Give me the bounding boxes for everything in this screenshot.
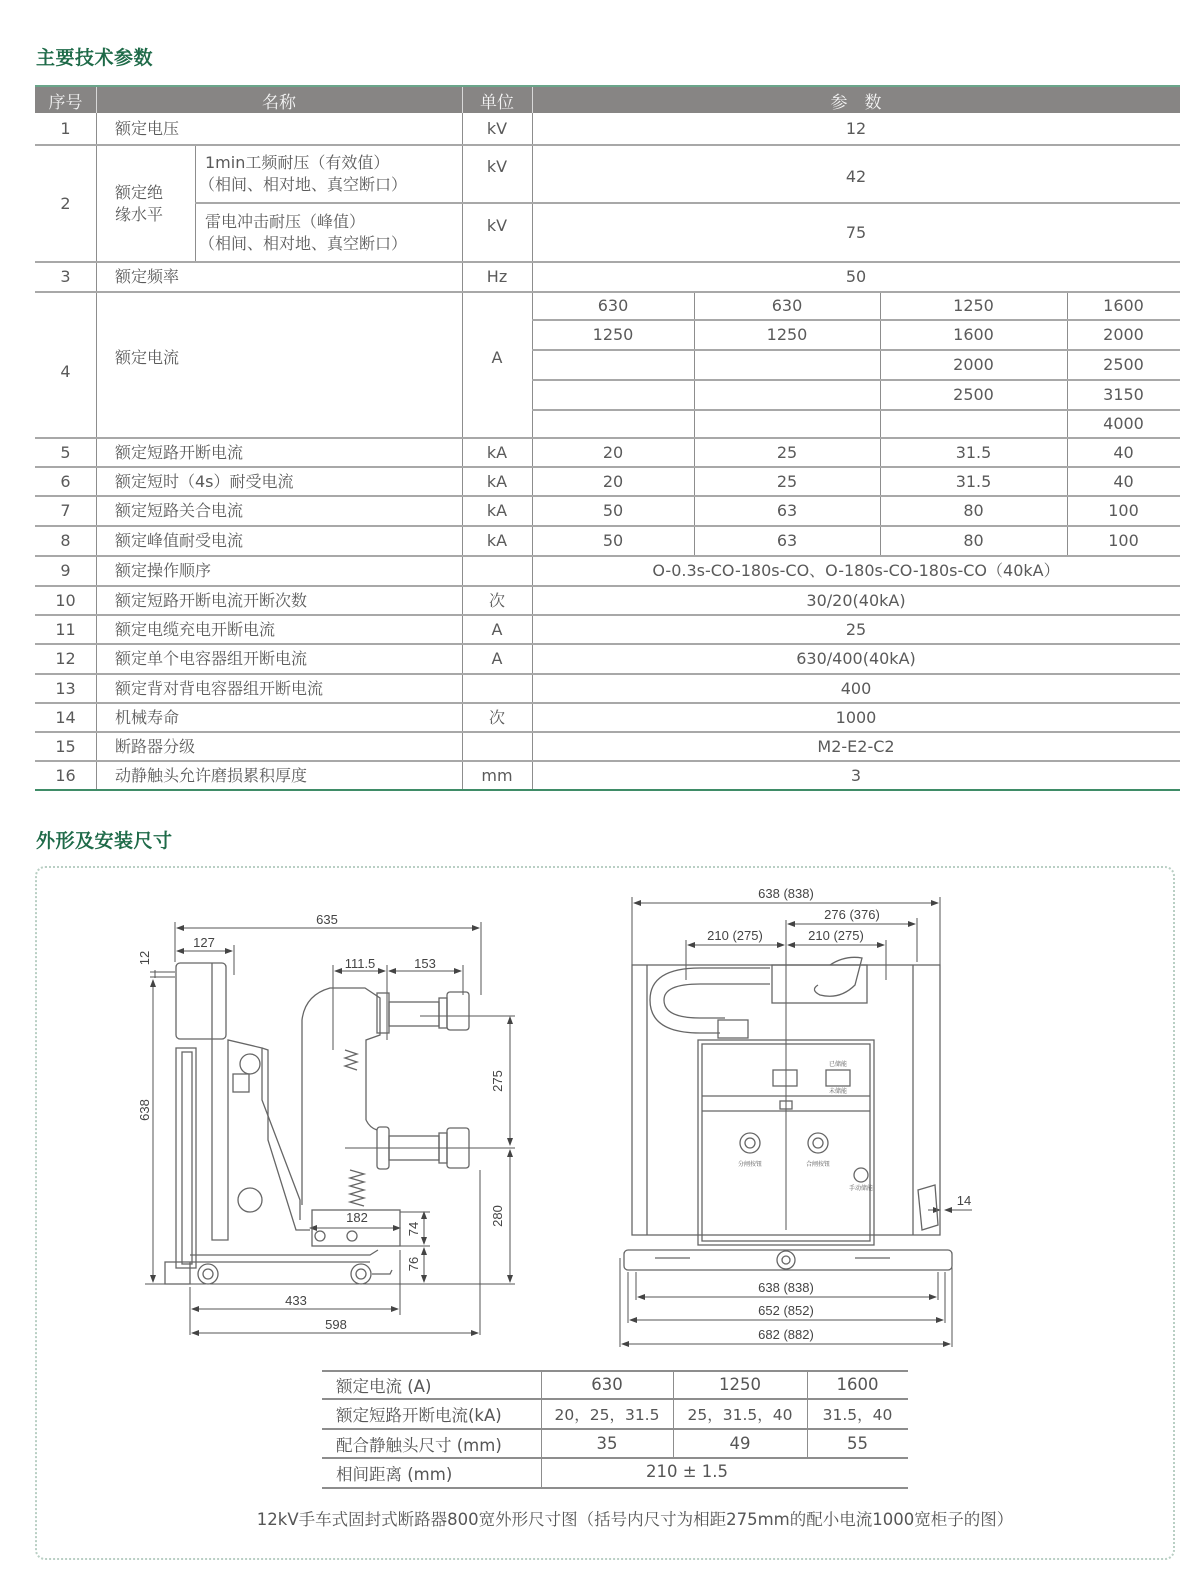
row-unit: kV — [486, 215, 508, 235]
row-no: 15 — [55, 736, 76, 756]
row-no: 5 — [60, 442, 71, 462]
row-name: 额定频率 — [115, 267, 180, 286]
header-no: 序号 — [48, 92, 83, 113]
contact-row-value: 1250 — [719, 1375, 761, 1394]
current-grid-cell: 1250 — [592, 325, 634, 344]
contact-row-value: 20，25，31.5 — [554, 1406, 660, 1424]
dim-275: 275 — [490, 1070, 505, 1092]
row-name: 额定电缆充电开断电流 — [115, 619, 276, 639]
dim-top-width: 638 (838) — [758, 886, 814, 901]
row-no: 16 — [55, 765, 76, 785]
row-name: 断路器分级 — [115, 736, 196, 756]
row-value: 25 — [845, 619, 867, 639]
contact-row-value: 630 — [591, 1375, 623, 1394]
contact-row-label: 额定电流 (A) — [336, 1376, 432, 1396]
current-grid-cell: 1600 — [1103, 296, 1144, 315]
row-value: 12 — [845, 119, 867, 138]
contact-row-value: 1600 — [836, 1375, 879, 1394]
current-grid-cell: 1600 — [953, 325, 994, 344]
row-value: 400 — [840, 678, 872, 698]
row-value: M2-E2-C2 — [817, 736, 895, 756]
contact-row-label: 额定短路开断电流(kA) — [336, 1406, 502, 1425]
label-stored: 已储能 — [828, 1062, 848, 1068]
row-value: 25 — [776, 442, 798, 462]
contact-size-table — [322, 1370, 908, 1488]
row-value: 1000 — [835, 707, 877, 727]
row-unit: mm — [481, 765, 513, 785]
row-value: O-0.3s-CO-180s-CO、O-180s-CO-180s-CO（40kA） — [652, 561, 1060, 580]
row-name: 额定绝缘水平 — [115, 182, 164, 224]
dim-bottom-1: 638 (838) — [758, 1280, 814, 1295]
row-no: 12 — [55, 649, 76, 668]
dim-638: 638 — [137, 1099, 152, 1121]
row-value: 3 — [850, 765, 862, 785]
current-grid-cell: 2500 — [953, 385, 994, 404]
row-value: 40 — [1113, 442, 1134, 462]
current-grid-cell: 2000 — [1103, 325, 1144, 344]
row-unit: kA — [486, 471, 508, 491]
row-no: 6 — [60, 471, 71, 491]
dim-433: 433 — [285, 1293, 307, 1308]
row-name: 额定电压 — [115, 119, 180, 138]
row-value: 100 — [1108, 531, 1139, 550]
row-name: 机械寿命 — [115, 707, 180, 727]
row-name: 额定单个电容器组开断电流 — [115, 649, 308, 668]
dim-74: 74 — [406, 1221, 421, 1237]
current-grid-cell: 630 — [771, 296, 803, 315]
dim-111-5: 111.5 — [344, 956, 376, 971]
current-grid-cell: 630 — [597, 296, 629, 315]
dim-280: 280 — [490, 1205, 505, 1227]
row-value: 80 — [963, 501, 984, 520]
row-unit: 次 — [488, 590, 505, 610]
current-grid-cell: 2000 — [953, 355, 994, 374]
row-name: 额定峰值耐受电流 — [115, 531, 244, 550]
row-no: 14 — [55, 707, 76, 727]
current-grid-cell: 1250 — [953, 296, 994, 315]
row-no: 11 — [55, 619, 76, 639]
row-unit: A — [491, 649, 503, 668]
row-value: 80 — [963, 531, 984, 550]
row-unit: kA — [486, 501, 508, 520]
current-grid-cell: 2500 — [1103, 355, 1144, 374]
dim-right-offset: 276 (376) — [824, 907, 880, 922]
row-value: 31.5 — [955, 471, 992, 491]
row-no: 9 — [60, 561, 71, 580]
subname-line1: 1min工频耐压（有效值） — [205, 153, 390, 172]
row-no: 2 — [60, 193, 71, 213]
row-name: 额定电流 — [115, 348, 180, 367]
contact-row-label: 配合静触头尺寸 (mm) — [336, 1435, 502, 1455]
row-unit: kV — [486, 119, 508, 138]
current-grid-cell: 4000 — [1103, 414, 1144, 433]
row-name: 额定操作顺序 — [115, 561, 212, 580]
subname-line2: （相间、相对地、真空断口） — [199, 175, 408, 194]
row-name: 额定短路关合电流 — [115, 501, 244, 520]
row-no: 7 — [60, 501, 71, 520]
row-value: 31.5 — [955, 442, 992, 462]
row-value: 100 — [1108, 501, 1139, 520]
contact-row-label: 相间距离 (mm) — [336, 1465, 453, 1484]
row-no: 13 — [55, 678, 76, 698]
row-name: 额定背对背电容器组开断电流 — [115, 678, 324, 698]
dim-153: 153 — [414, 956, 436, 971]
contact-row-value: 31.5，40 — [822, 1406, 893, 1424]
header-params: 参 数 — [830, 92, 882, 113]
dim-635: 635 — [316, 912, 338, 927]
row-value: 63 — [776, 501, 798, 520]
row-no: 10 — [55, 590, 76, 610]
row-unit: Hz — [486, 267, 508, 286]
row-unit: kA — [486, 442, 508, 462]
contact-row-value: 55 — [847, 1434, 868, 1453]
row-unit: A — [491, 619, 503, 639]
row-no: 1 — [60, 119, 71, 138]
row-name: 额定短时（4s）耐受电流 — [115, 471, 294, 491]
row-unit: 次 — [488, 707, 505, 727]
label-not-stored: 未储能 — [828, 1089, 848, 1095]
row-unit: A — [491, 348, 503, 367]
header-unit: 单位 — [480, 92, 514, 113]
row-name: 动静触头允许磨损累积厚度 — [115, 765, 308, 785]
row-unit: kA — [486, 531, 508, 550]
row-value: 42 — [845, 167, 867, 186]
figure-caption: 12kV手车式固封式断路器800宽外形尺寸图（括号内尺寸为相距275mm的配小电流1000宽柜子的图） — [256, 1510, 1014, 1529]
contact-row-value: 49 — [729, 1434, 751, 1453]
row-value: 20 — [602, 442, 624, 462]
dim-right-pitch: 210 (275) — [808, 928, 864, 943]
row-unit: kV — [486, 157, 508, 176]
contact-row-value: 210 ± 1.5 — [645, 1461, 729, 1481]
subname-line2: （相间、相对地、真空断口） — [199, 233, 408, 253]
contact-row-value: 35 — [596, 1434, 618, 1453]
dim-left-pitch: 210 (275) — [707, 928, 763, 943]
row-no: 4 — [60, 362, 71, 381]
current-grid-cell: 1250 — [766, 325, 808, 344]
current-grid-cell: 3150 — [1103, 385, 1144, 404]
section-title-tech-params: 主要技术参数 — [36, 47, 154, 69]
label-open-button: 分闸按钮 — [737, 1162, 763, 1168]
row-value: 630/400(40kA) — [796, 649, 916, 668]
row-value: 20 — [602, 471, 624, 491]
dim-182: 182 — [346, 1210, 368, 1225]
row-value: 75 — [845, 222, 867, 242]
header-name: 名称 — [262, 92, 296, 113]
row-value: 50 — [602, 501, 624, 520]
label-close-button: 合闸按钮 — [805, 1162, 831, 1168]
row-value: 63 — [776, 531, 798, 550]
subname-line1: 雷电冲击耐压（峰值） — [205, 211, 366, 231]
row-value: 50 — [602, 531, 624, 550]
dim-598: 598 — [325, 1317, 347, 1332]
contact-row-value: 25，31.5，40 — [687, 1406, 793, 1424]
dim-bottom-3: 682 (882) — [758, 1327, 814, 1342]
row-value: 50 — [845, 267, 867, 286]
row-no: 3 — [60, 267, 71, 286]
section-title-dimensions: 外形及安装尺寸 — [36, 830, 173, 852]
row-no: 8 — [60, 531, 71, 550]
row-value: 30/20(40kA) — [806, 590, 906, 610]
row-value: 25 — [776, 471, 798, 491]
dim-bottom-2: 652 (852) — [758, 1303, 814, 1318]
dim-76: 76 — [406, 1256, 421, 1272]
row-name: 额定短路开断电流 — [115, 442, 244, 462]
dim-14: 14 — [956, 1193, 972, 1208]
row-name: 额定短路开断电流开断次数 — [115, 590, 308, 610]
dim-127: 127 — [193, 935, 215, 950]
row-value: 40 — [1113, 471, 1134, 491]
dim-12: 12 — [137, 950, 152, 966]
label-manual: 手动储能 — [848, 1186, 874, 1192]
